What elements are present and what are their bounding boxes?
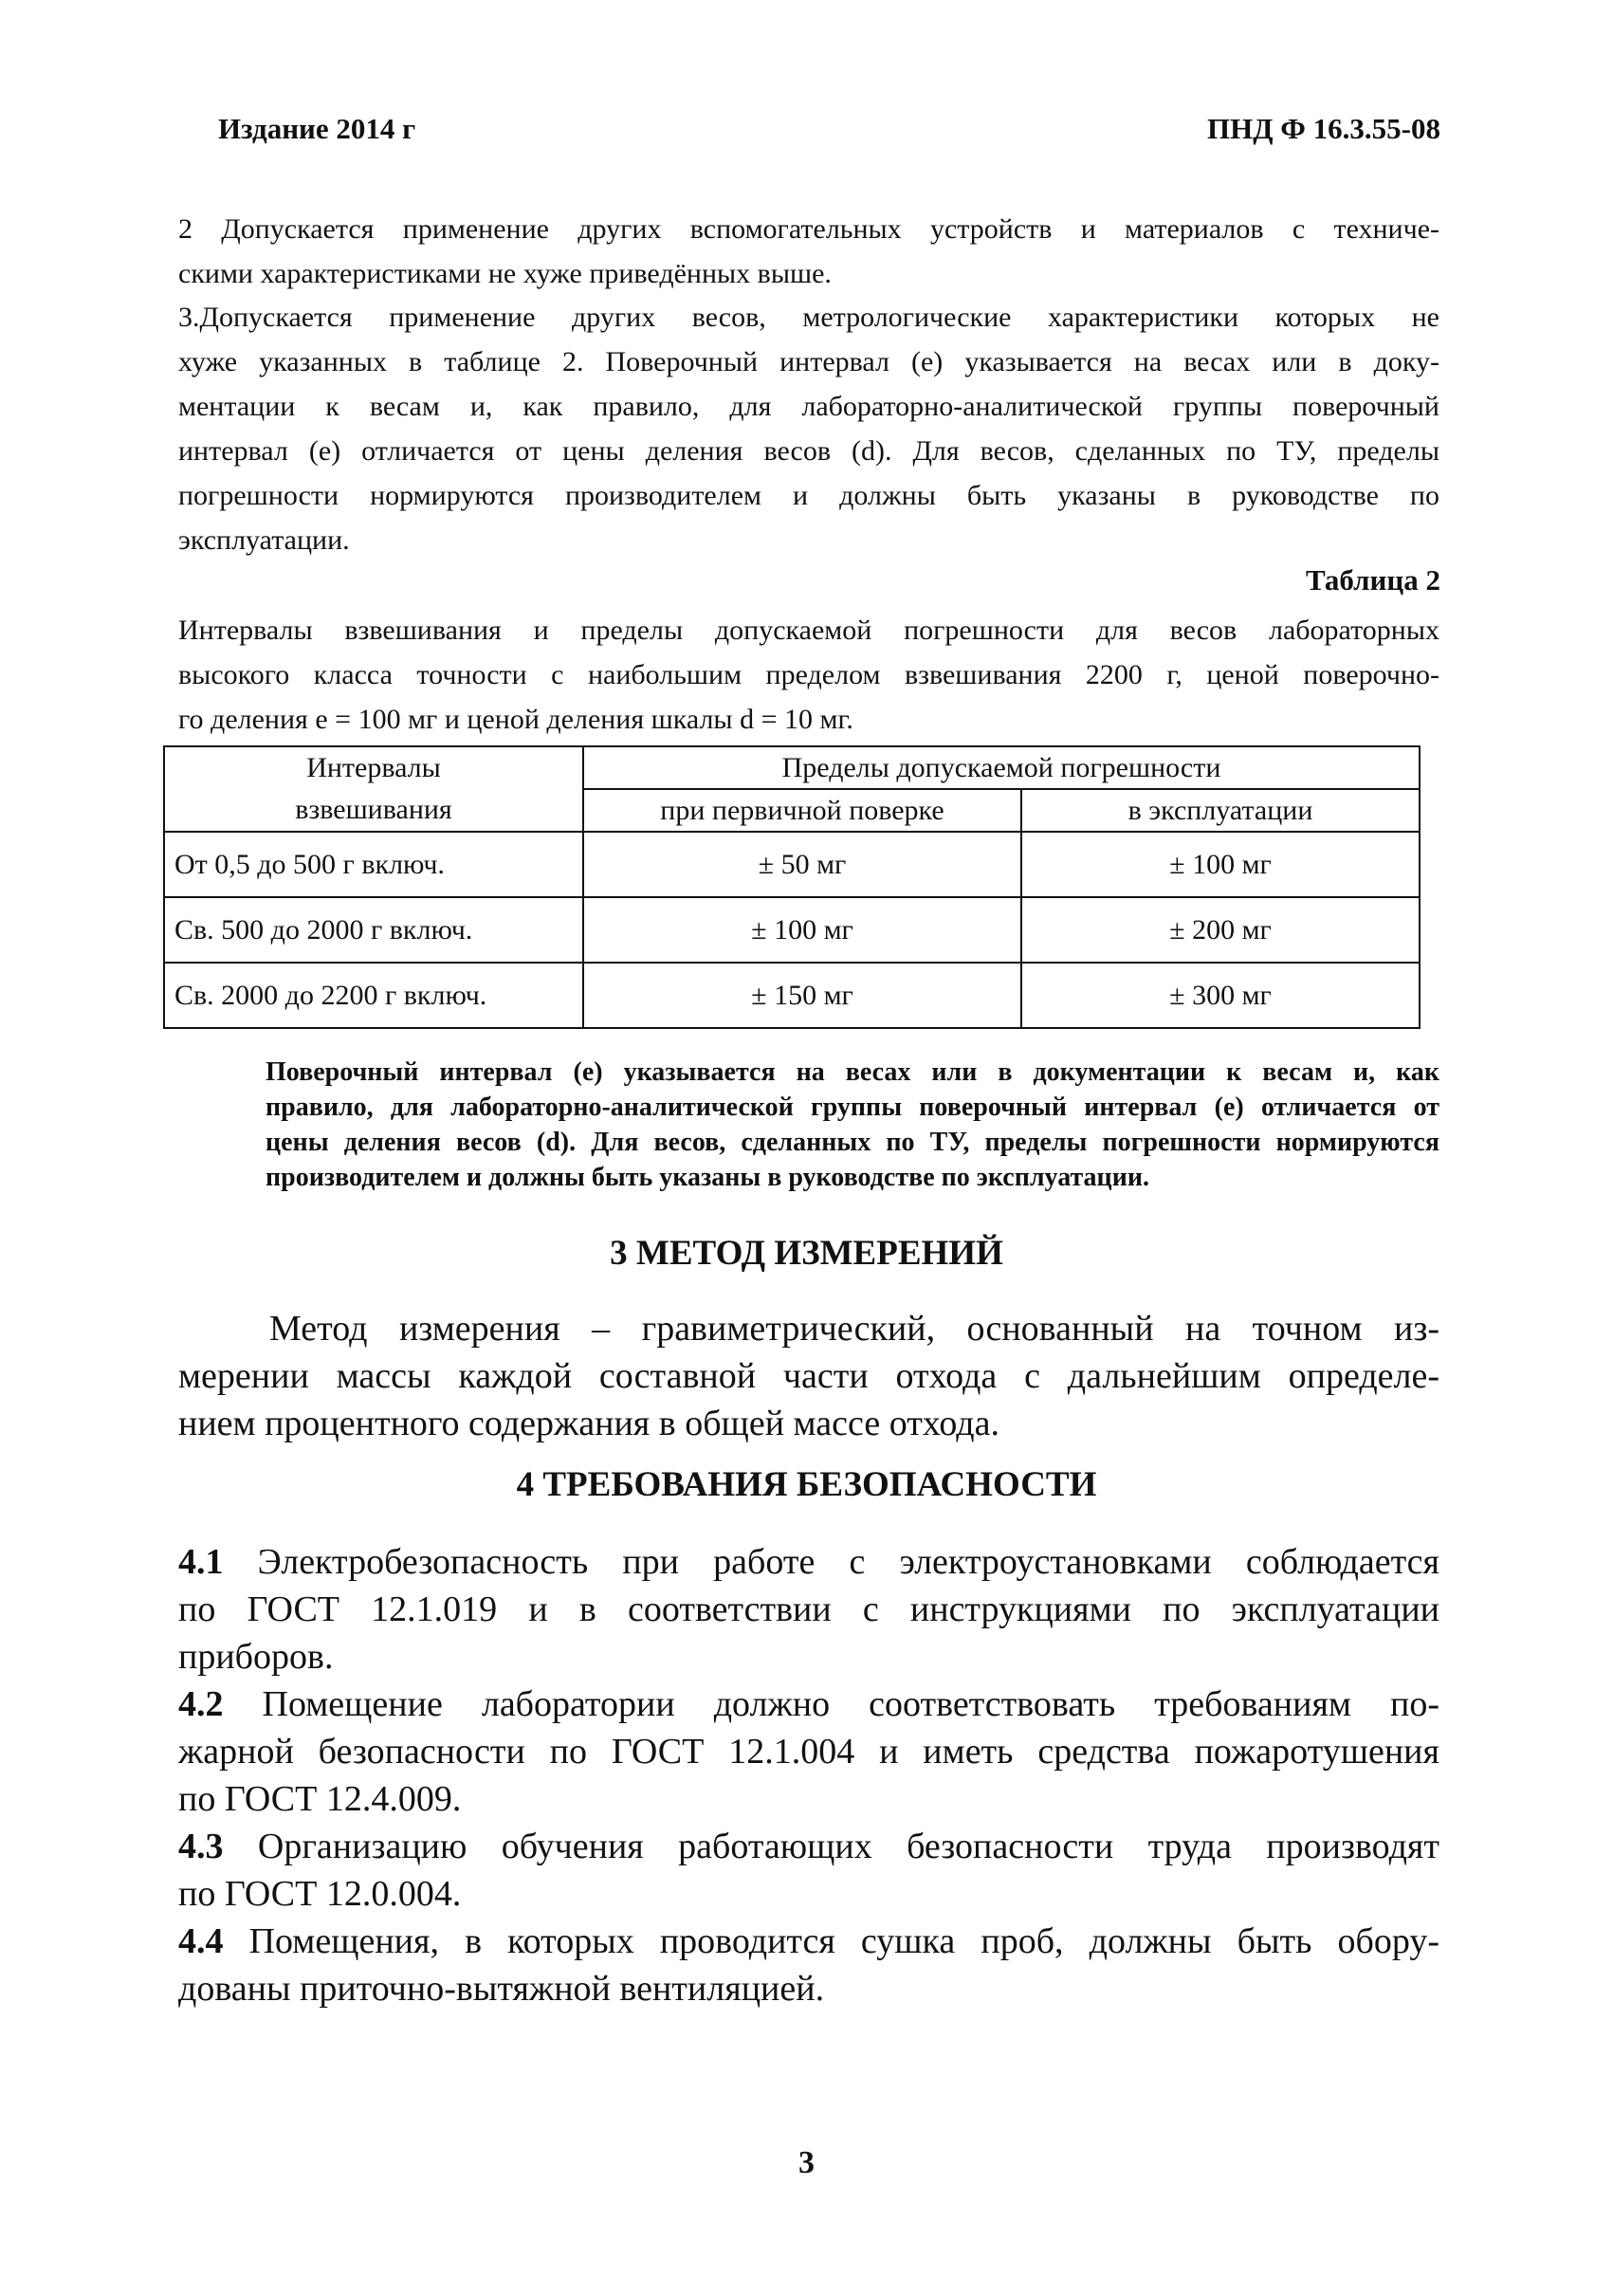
col-operation-header: в эксплуатации [1021,789,1420,832]
text-line: 2 Допускается применение других вспомогательных устройств и материалов с техниче- [178,213,1439,245]
text-line: Организацию обучения работающих безопасности труда производят [257,1827,1440,1866]
text-line: нием процентного содержания в общей массе отхода. [178,1404,1000,1443]
table-caption [178,608,1439,742]
weighing-table [163,745,1421,1029]
text-line: погрешности нормируются производителем и должны быть указаны в руководстве по [178,480,1439,511]
header-text: взвешивания [295,794,452,825]
text-line: Интервалы взвешивания и пределы допускаемой погрешности для весов лабораторных [178,615,1439,646]
text-line: высокого класса точности с наибольшим пределом взвешивания 2200 г, ценой поверочно- [178,659,1439,690]
text-line: дованы приточно-вытяжной вентиляцией. [178,1969,825,2009]
item-number: 4.2 [178,1684,224,1724]
text-line: Помещения, в которых проводится сушка проб, должны быть обору- [248,1921,1439,1961]
section-4-heading: 4 ТРЕБОВАНИЯ БЕЗОПАСНОСТИ [516,1465,1097,1504]
item-4-2 [178,1681,1439,1823]
table-row [164,897,1420,963]
initial-cell: ± 100 мг [583,897,1021,963]
text-line: жарной безопасности по ГОСТ 12.1.004 и иметь средства пожаротушения [178,1732,1439,1772]
text-line: ментации к весам и, как правило, для лабораторно-аналитической группы поверочный [178,391,1439,422]
text-line: производителем и должны быть указаны в руководстве по эксплуатации. [266,1163,1149,1192]
table-header-row [164,746,1420,789]
initial-cell: ± 50 мг [583,832,1021,897]
col-initial-header: при первичной поверке [583,789,1021,832]
table-row [164,963,1420,1028]
text-line: интервал (е) отличается от цены деления весов (d). Для весов, сделанных по ТУ, пределы [178,435,1439,467]
header-text: Интервалы [306,752,441,783]
item-4-3 [178,1823,1439,1918]
text-line: Электробезопасность при работе с электроустановками соблюдается [257,1542,1440,1582]
text-line: Поверочный интервал (е) указывается на весах или в документации к весам и, как [266,1057,1439,1087]
paragraph-3 [178,295,1439,562]
text-line: Метод измерения – гравиметрический, основанный на точном из- [269,1309,1439,1349]
text-line: по ГОСТ 12.1.019 и в соответствии с инструкциями по эксплуатации [178,1589,1439,1629]
col-interval-header [164,746,583,832]
item-number: 4.1 [178,1542,224,1582]
text-line: Помещение лаборатории должно соответствовать требованиям по- [262,1684,1439,1724]
operation-cell: ± 100 мг [1021,832,1420,897]
paragraph-2 [178,207,1439,296]
text-line: правило, для лабораторно-аналитической группы поверочный интервал (е) отличается от [266,1093,1439,1122]
text-line: цены деления весов (d). Для весов, сделанных по ТУ, пределы погрешности нормируются [266,1128,1439,1157]
text-line: по ГОСТ 12.0.004. [178,1874,462,1914]
text-line: скими характеристиками не хуже приведённых выше. [178,258,832,289]
table-row [164,832,1420,897]
interval-cell: Св. 2000 до 2200 г включ. [164,963,583,1028]
interval-cell: От 0,5 до 500 г включ. [164,832,583,897]
initial-cell: ± 150 мг [583,963,1021,1028]
item-number: 4.3 [178,1827,224,1866]
text-line: 3.Допускается применение других весов, метрологические характеристики которых не [178,302,1439,333]
interval-cell: Св. 500 до 2000 г включ. [164,897,583,963]
text-line: эксплуатации. [178,524,350,556]
table-label: Таблица 2 [1306,563,1440,597]
table-note [266,1055,1439,1195]
text-line: приборов. [178,1637,334,1677]
document-code: ПНД Ф 16.3.55-08 [1206,112,1440,145]
page-number: 3 [798,2145,815,2180]
group-header: Пределы допускаемой погрешности [583,746,1420,789]
text-line: хуже указанных в таблице 2. Поверочный интервал (е) указывается на весах или в доку- [178,346,1439,377]
text-line: по ГОСТ 12.4.009. [178,1779,462,1819]
edition-label: Издание 2014 г [218,112,416,145]
operation-cell: ± 300 мг [1021,963,1420,1028]
item-4-4 [178,1918,1439,2012]
item-4-1 [178,1538,1439,1681]
section-3-heading: 3 МЕТОД ИЗМЕРЕНИЙ [610,1234,1003,1273]
operation-cell: ± 200 мг [1021,897,1420,963]
item-number: 4.4 [178,1921,224,1961]
section-3-text [178,1305,1439,1447]
text-line: го деления е = 100 мг и ценой деления шкалы d = 10 мг. [178,704,853,735]
text-line: мерении массы каждой составной части отхода с дальнейшим определе- [178,1356,1439,1396]
